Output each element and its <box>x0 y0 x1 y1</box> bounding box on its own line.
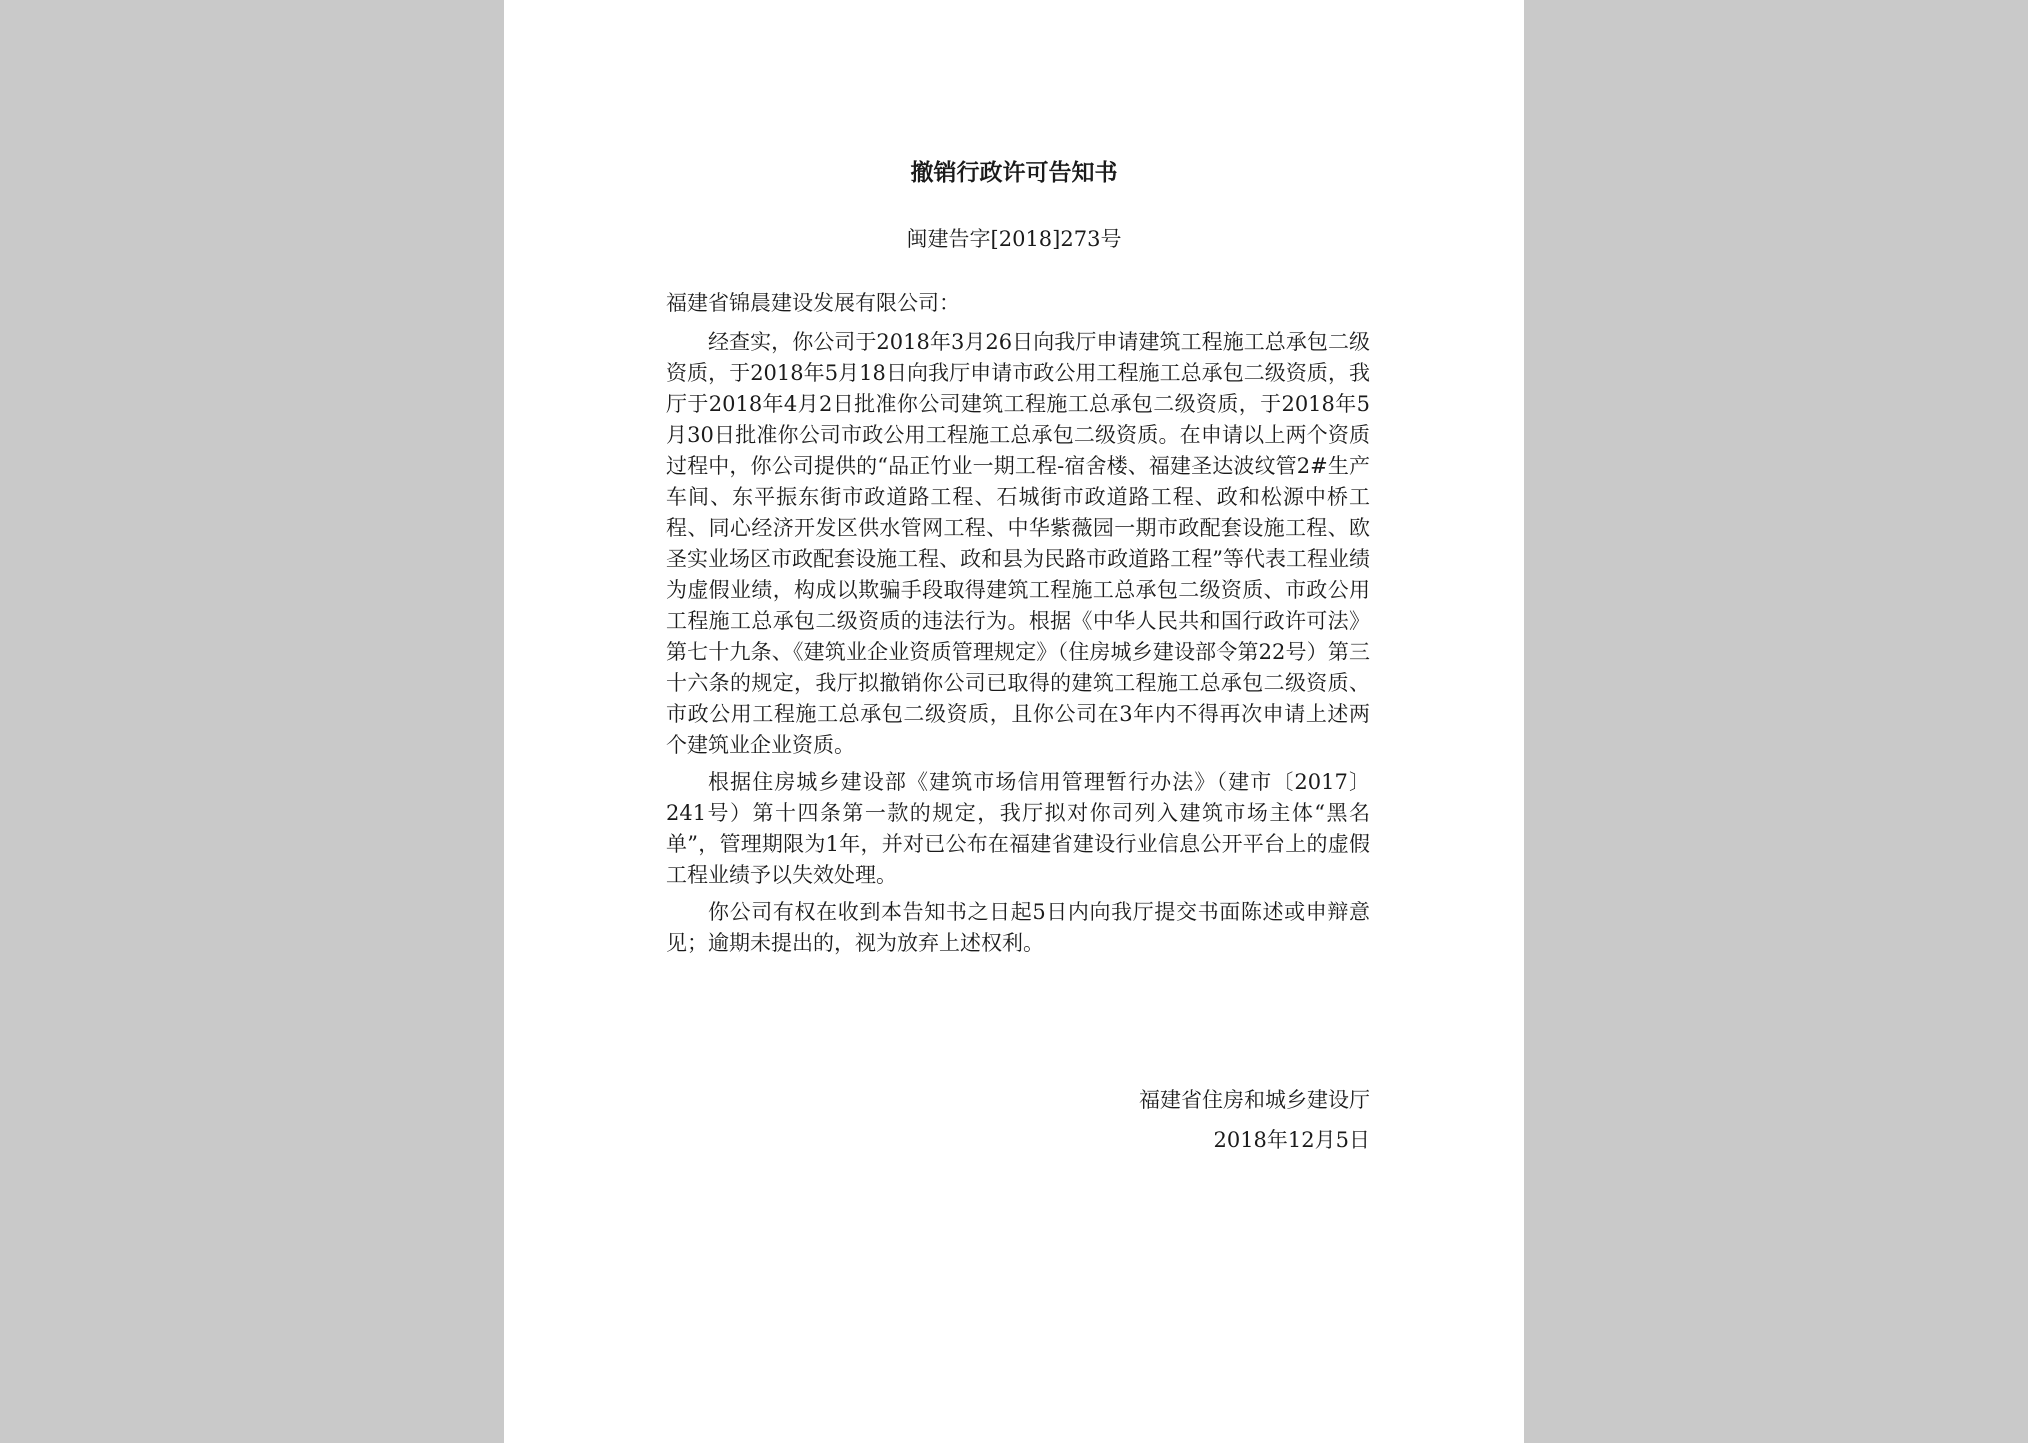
issuer-name: 福建省住房和城乡建设厅 <box>1139 1088 1370 1112</box>
document-title: 撤销行政许可告知书 <box>910 160 1118 186</box>
salutation: 福建省锦晨建设发展有限公司： <box>666 291 960 315</box>
issue-date: 2018年12月5日 <box>1213 1128 1370 1152</box>
document-body <box>666 288 1370 965</box>
paragraph-findings: 经查实，你公司于2018年3月26日向我厅申请建筑工程施工总承包二级资质，于2018年5月18日向我厅申请市政公用工程施工总承包二级资质，我厅于2018年4月2日批准你公司建筑工程施工总承包二级资质，于2018年5月30日批准你公司市政公用工程施工总承包二级资质。在申请以上两个资质过程中，你公司提供的“品正竹业一期工程-宿舍楼、福建圣达波纹管2#生产车间、东平振东街市政道路工程、石城街市政道路工程、政和松源中桥工程、同心经济开发区供水管网工程、中华紫薇园一期市政配套设施工程、欧圣实业场区市政配套设施工程、政和县为民路市政道路工程”等代表工程业绩为虚假业绩，构成以欺骗手段取得建筑工程施工总承包二级资质、市政公用工程施工总承包二级资质的违法行为。根据《中华人民共和国行政许可法》第七十九条、《建筑业企业资质管理规定》（住房城乡建设部令第22号）第三十六条的规定，我厅拟撤销你公司已取得的建筑工程施工总承包二级资质、市政公用工程施工总承包二级资质，且你公司在3年内不得再次申请上述两个建筑业企业资质。 <box>666 330 1370 757</box>
paragraph-blacklist: 根据住房城乡建设部《建筑市场信用管理暂行办法》（建市〔2017〕241号）第十四条第一款的规定，我厅拟对你司列入建筑市场主体“黑名单”，管理期限为1年，并对已公布在福建省建设行业信息公开平台上的虚假工程业绩予以失效处理。 <box>666 770 1370 887</box>
document-page <box>504 0 1524 1443</box>
document-number: 闽建告字[2018]273号 <box>906 227 1122 251</box>
paragraph-rights: 你公司有权在收到本告知书之日起5日内向我厅提交书面陈述或申辩意见；逾期未提出的，视为放弃上述权利。 <box>666 900 1370 955</box>
signature-block <box>666 1080 1370 1160</box>
